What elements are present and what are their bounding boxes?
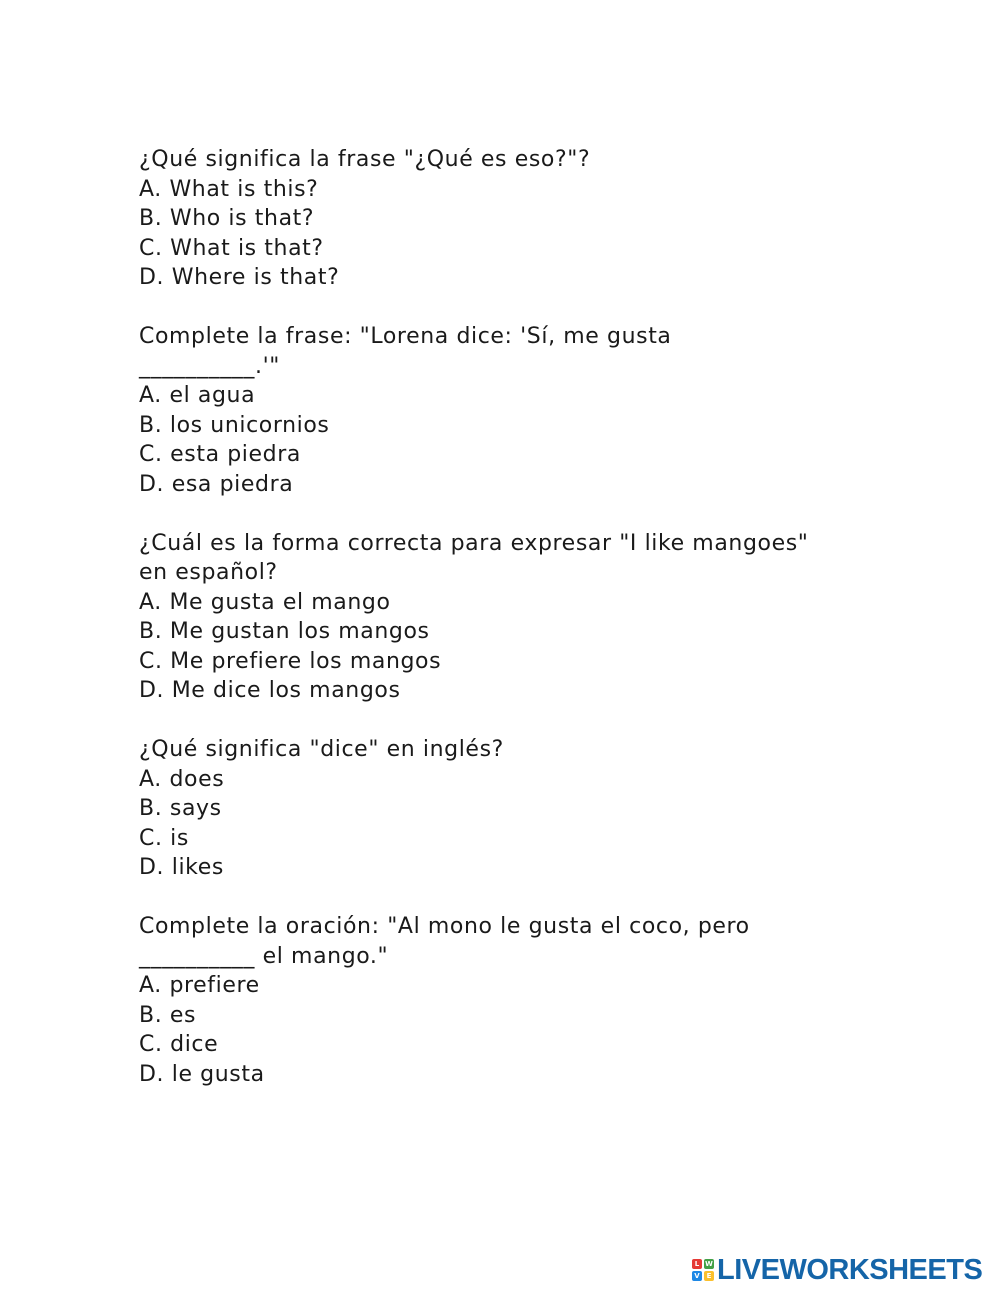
answer-option-a[interactable]: A. Me gusta el mango <box>139 589 391 615</box>
answer-option-d[interactable]: D. le gusta <box>139 1061 265 1087</box>
answer-option-c[interactable]: C. is <box>139 825 189 851</box>
question-prompt: ¿Qué significa la frase "¿Qué es eso?"? <box>139 147 591 172</box>
answer-option-c[interactable]: C. dice <box>139 1032 219 1057</box>
logo-cell-e: E <box>704 1271 714 1281</box>
question-4 <box>139 735 879 883</box>
answer-option-a[interactable]: A. What is this? <box>139 176 319 202</box>
question-prompt-continued: en español? <box>139 560 278 585</box>
answer-option-b[interactable]: B. Who is that? <box>139 206 315 231</box>
answer-option-c[interactable]: C. What is that? <box>139 235 324 261</box>
question-1 <box>139 145 879 293</box>
answer-option-d[interactable]: D. Where is that? <box>139 265 340 290</box>
question-5 <box>139 912 879 1089</box>
answer-option-b[interactable]: B. es <box>139 1002 197 1028</box>
answer-option-d[interactable]: D. likes <box>139 855 224 880</box>
answer-option-d[interactable]: D. Me dice los mangos <box>139 678 401 703</box>
answer-option-a[interactable]: A. does <box>139 766 225 792</box>
answer-option-b[interactable]: B. says <box>139 796 222 821</box>
answer-option-a[interactable]: A. el agua <box>139 383 256 408</box>
answer-option-c[interactable]: C. esta piedra <box>139 442 301 467</box>
question-prompt: Complete la frase: "Lorena dice: 'Sí, me gusta <box>139 324 672 349</box>
question-prompt: ¿Cuál es la forma correcta para expresar "I like mangoes" <box>139 530 809 556</box>
logo-cell-v: V <box>692 1271 702 1281</box>
answer-option-b[interactable]: B. los unicornios <box>139 412 330 438</box>
answer-option-c[interactable]: C. Me prefiere los mangos <box>139 648 442 674</box>
logo-icon <box>692 1259 714 1281</box>
answer-option-b[interactable]: B. Me gustan los mangos <box>139 619 430 644</box>
answer-option-a[interactable]: A. prefiere <box>139 973 260 998</box>
question-3 <box>139 529 879 706</box>
worksheet <box>139 145 879 1119</box>
liveworksheets-logo <box>692 1255 982 1285</box>
logo-text: LIVEWORKSHEETS <box>717 1254 983 1286</box>
answer-option-d[interactable]: D. esa piedra <box>139 471 294 497</box>
question-prompt-continued: __________ el mango." <box>139 943 389 969</box>
question-prompt: ¿Qué significa "dice" en inglés? <box>139 737 504 762</box>
logo-cell-w: W <box>705 1260 713 1268</box>
question-prompt-continued: __________.'" <box>139 353 280 379</box>
question-prompt: Complete la oración: "Al mono le gusta el coco, pero <box>139 914 750 939</box>
logo-cell-l: L <box>692 1259 702 1269</box>
question-2 <box>139 322 879 499</box>
